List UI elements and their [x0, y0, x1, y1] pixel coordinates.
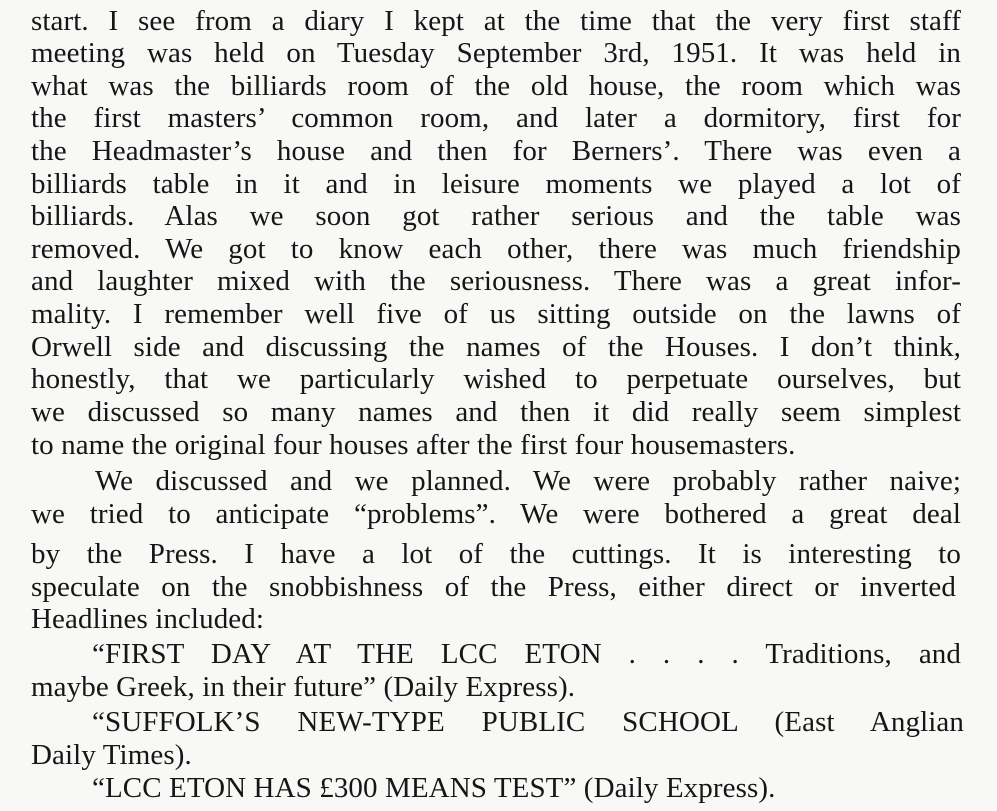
text-line-18: speculate on the snobbishness of the Press, either direct or inverted — [31, 571, 956, 603]
text-line-24: “LCC ETON HAS £300 MEANS TEST” (Daily Express). — [92, 772, 776, 804]
text-line-3: what was the billiards room of the old house, the room which was — [31, 70, 961, 102]
text-line-7: billiards. Alas we soon got rather serious and the table was — [31, 200, 961, 232]
text-line-6: billiards table in it and in leisure moments we played a lot of — [31, 168, 961, 200]
text-line-21: maybe Greek, in their future” (Daily Express). — [31, 671, 576, 703]
text-line-4: the first masters’ common room, and later a dormitory, first for — [31, 102, 961, 134]
text-line-8: removed. We got to know each other, there was much friendship — [31, 233, 961, 265]
text-line-12: honestly, that we particularly wished to perpetuate ourselves, but — [31, 363, 961, 395]
text-line-2: meeting was held on Tuesday September 3rd, 1951. It was held in — [31, 37, 961, 69]
text-line-20: “FIRST DAY AT THE LCC ETON . . . . Traditions, and — [92, 638, 961, 670]
text-line-5: the Headmaster’s house and then for Berners’. There was even a — [31, 135, 961, 167]
text-line-15: We discussed and we planned. We were probably rather naive; — [95, 465, 961, 497]
text-line-14: to name the original four houses after the first four housemasters. — [31, 429, 796, 461]
text-line-10: mality. I remember well five of us sitting outside on the lawns of — [31, 298, 961, 330]
text-line-22: “SUFFOLK’S NEW-TYPE PUBLIC SCHOOL (East Anglian — [92, 706, 964, 738]
text-line-11: Orwell side and discussing the names of the Houses. I don’t think, — [31, 331, 961, 363]
text-line-16: we tried to anticipate “problems”. We were bothered a great deal — [31, 498, 961, 530]
text-line-19: Headlines included: — [31, 603, 265, 635]
text-line-17: by the Press. I have a lot of the cuttings. It is interesting to — [31, 538, 961, 570]
text-line-9: and laughter mixed with the seriousness. There was a great infor- — [31, 265, 961, 297]
text-line-23: Daily Times). — [31, 739, 192, 771]
text-line-13: we discussed so many names and then it did really seem simplest — [31, 396, 961, 428]
text-line-1: start. I see from a diary I kept at the time that the very first staff — [31, 5, 961, 37]
